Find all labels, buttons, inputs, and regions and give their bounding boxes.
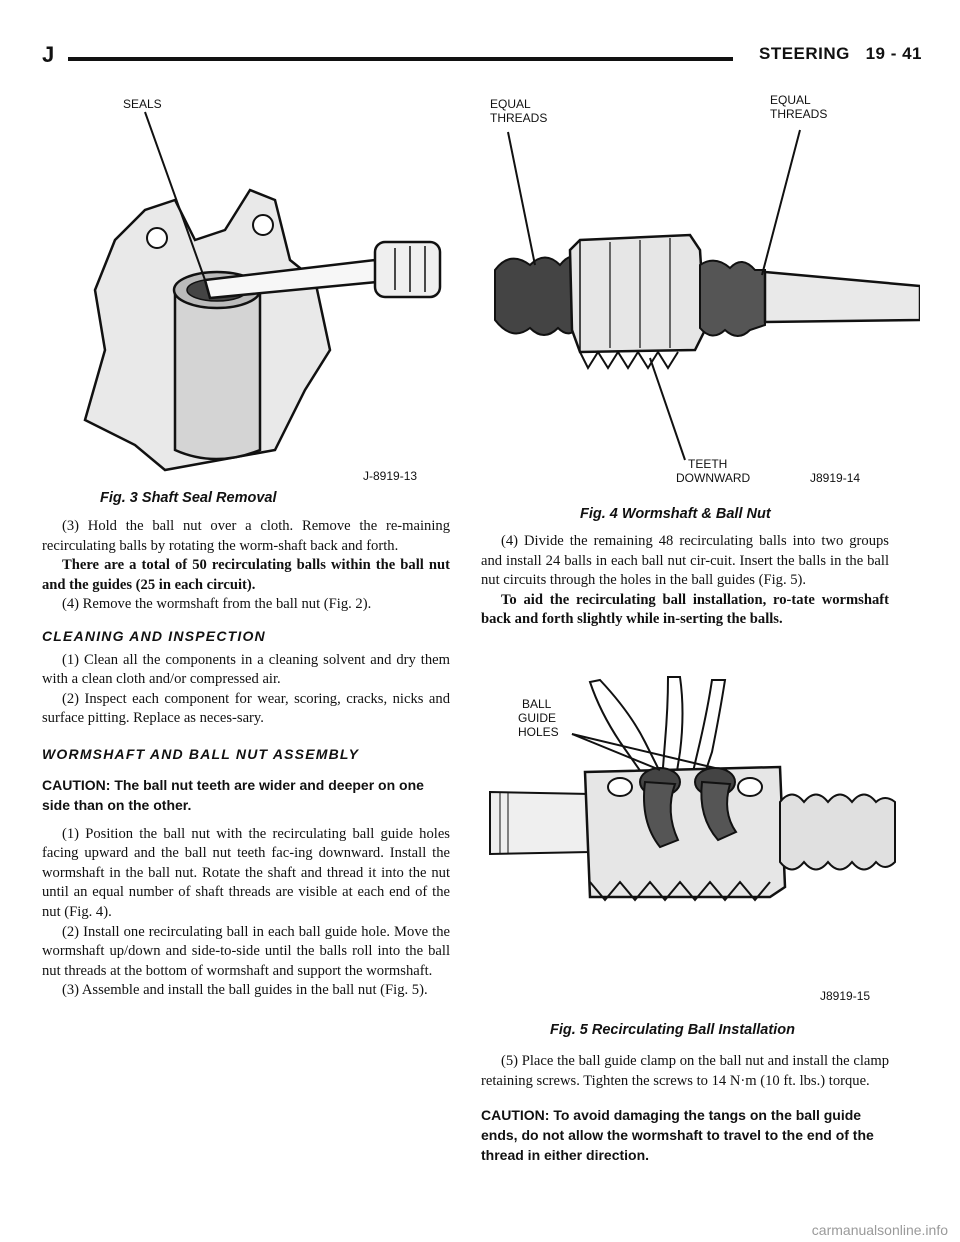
cleaning-heading: CLEANING AND INSPECTION [42, 627, 266, 644]
right-para-2: To aid the recirculating ball installation, ro-tate wormshaft back and forth slightly while in-serting the balls. [481, 591, 889, 628]
right-column-top [481, 532, 889, 630]
header-rule [68, 57, 733, 61]
left-para-5: (2) Inspect each component for wear, scoring, cracks, nicks and surface pitting. Replace as neces-sary. [42, 690, 450, 727]
fig4-ref: J8919-14 [810, 471, 861, 485]
section-title: STEERING [758, 44, 850, 63]
ball-guide-holes-label: BALL GUIDE HOLES [518, 697, 559, 739]
left-para-2: There are a total of 50 recirculating balls within the ball nut and the guides (25 in each circuit). [42, 557, 450, 593]
shaft-seal-drawing [45, 90, 470, 490]
right-column-bottom [481, 1052, 889, 1175]
seals-label: SEALS [123, 97, 162, 111]
equal-threads-right-label: EQUAL THREADS [770, 93, 828, 121]
fig5-illustration [480, 672, 900, 1007]
left-para-7: (2) Install one recirculating ball in each ball guide hole. Move the wormshaft up/down and side-to-side until the balls roll into the ball nut threads at the bottom of wormshaft and support the wormshaft. [42, 923, 450, 979]
assembly-heading: WORMSHAFT AND BALL NUT ASSEMBLY [42, 745, 360, 762]
watermark: carmanualsonline.info [811, 1222, 948, 1238]
fig5-ref: J8919-15 [820, 989, 871, 1003]
right-para-1: (4) Divide the remaining 48 recirculating balls into two groups and install 24 balls in each ball nut cir-cuit. Insert the balls in the ball nut circuits through the holes in the ball guides (Fig. 5). [481, 533, 889, 589]
left-para-1: (3) Hold the ball nut over a cloth. Remove the re-maining recirculating balls by rotating the worm-shaft back and forth. [42, 518, 450, 554]
left-para-6: (1) Position the ball nut with the recirculating ball guide holes facing upward and the ball nut teeth fac-ing downward. Install the wormshaft in the ball nut. Rotate the shaft and thread it into the nut until an equal number of shaft threads are visible at each end of the nut (Fig. 4). [42, 825, 450, 920]
header-letter: J [42, 42, 55, 67]
ball-installation-drawing [480, 672, 900, 1007]
left-para-8: (3) Assemble and install the ball guides in the ball nut (Fig. 5). [62, 982, 428, 999]
caution-2: CAUTION: To avoid damaging the tangs on the ball guide ends, do not allow the wormshaft to travel to the end of the thread in either direction. [481, 1107, 874, 1164]
fig3-caption: Fig. 3 Shaft Seal Removal [100, 490, 277, 506]
equal-threads-left-label: EQUAL THREADS [490, 97, 548, 125]
teeth-downward-label: TEETH DOWNWARD [676, 457, 751, 485]
fig5-caption: Fig. 5 Recirculating Ball Installation [550, 1022, 795, 1038]
fig3-ref: J-8919-13 [363, 469, 418, 483]
wormshaft-drawing [480, 90, 920, 490]
left-para-3: (4) Remove the wormshaft from the ball nut (Fig. 2). [62, 596, 372, 613]
right-para-3: (5) Place the ball guide clamp on the ball nut and install the clamp retaining screws. Tighten the screws to 14 N·m (10 ft. lbs.) torque. [481, 1053, 889, 1089]
left-para-4: (1) Clean all the components in a cleaning solvent and dry them with a clean cloth and/or compressed air. [42, 651, 450, 688]
page-header [42, 42, 922, 72]
left-column [42, 517, 450, 1001]
fig4-caption: Fig. 4 Wormshaft & Ball Nut [580, 506, 771, 522]
page-number: 19 - 41 [865, 44, 922, 63]
caution-1: CAUTION: The ball nut teeth are wider and deeper on one side than on the other. [42, 776, 424, 813]
header-section [759, 44, 922, 64]
fig3-illustration [45, 90, 470, 490]
fig4-illustration [480, 90, 920, 490]
